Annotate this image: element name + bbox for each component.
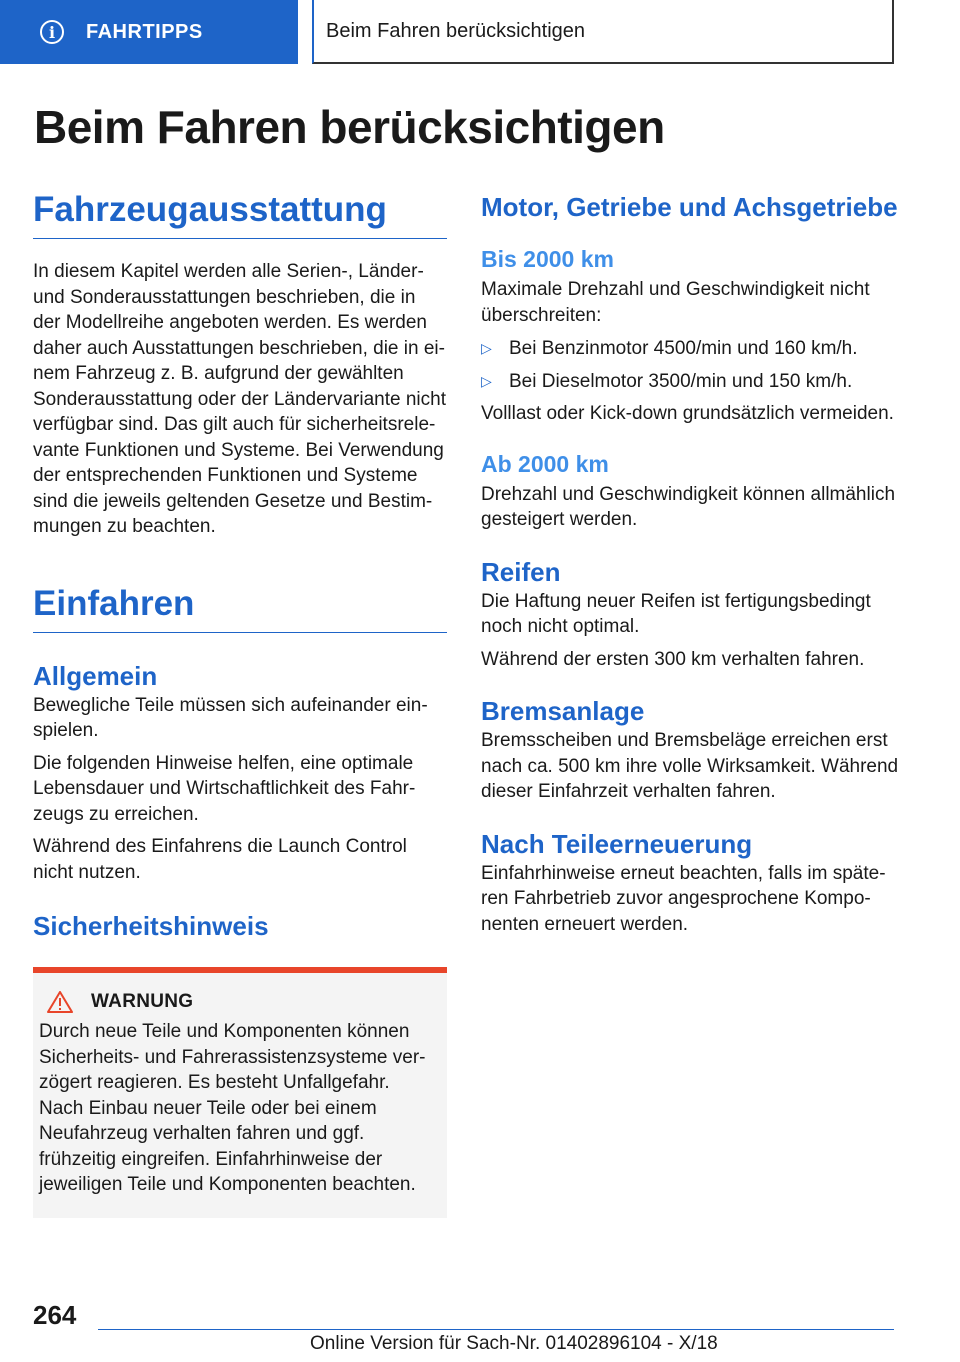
page-title: Beim Fahren berücksichtigen: [34, 101, 665, 153]
allgemein-p1: Bewegliche Teile müssen sich aufeinander einspielen.: [33, 694, 428, 741]
heading-motor-getriebe: Motor, Getriebe und Achsgetriebe: [481, 192, 898, 222]
heading-einfahren: Einfahren: [33, 584, 447, 633]
heading-sicherheitshinweis: Sicherheitshinweis: [33, 911, 269, 941]
heading-bis-2000: Bis 2000 km: [481, 246, 614, 272]
warning-title: WARNUNG: [91, 991, 194, 1012]
bis-text: Maximale Drehzahl und Geschwindigkeit nicht überschreiten:: [481, 279, 870, 326]
right-column: [481, 190, 901, 937]
chapter-label: Beim Fahren berücksichtigen: [326, 19, 586, 42]
warning-box: [33, 967, 447, 1218]
bullet-triangle-icon: ▷: [481, 340, 492, 356]
heading-reifen: Reifen: [481, 556, 561, 587]
heading-bremsanlage: Bremsanlage: [481, 696, 645, 726]
info-icon: i: [40, 20, 64, 44]
chapter-header: [312, 0, 894, 64]
heading-allgemein: Allgemein: [33, 660, 158, 691]
nach-text: Einfahrhinweise erneut beachten, falls im späteren Fahrbetrieb zuvor angesprochene Komponenten erneuert werden.: [481, 862, 886, 935]
list-item: [481, 336, 901, 362]
heading-nach-teileerneuerung: Nach Teileerneuerung: [481, 828, 753, 859]
bullet-text: Bei Benzinmotor 4500/min und 160 km/h.: [509, 338, 858, 359]
left-column: [33, 190, 447, 1218]
fahrzeug-text: In diesem Kapitel werden alle Serien-, Länder- und Sonderausstattungen beschrieben, die in der Modellreihe angeboten werden. Es werden daher auch Ausstattungen beschrieben, die in einem Fahrzeug z. B. aufgrund der gewählten Sonderausstattung oder der Ländervariante nicht verfügbar sind. Das gilt auch für sicherheitsrelevante Funktionen und Systeme. Bei Verwendung der entsprechenden Funktionen und Systeme sind die jeweils geltenden Gesetze und Bestimmungen zu beachten.: [33, 261, 446, 537]
ab-text: Drehzahl und Geschwindigkeit können allmählich gesteigert werden.: [481, 483, 896, 530]
warning-triangle-icon: [47, 991, 73, 1013]
page-number: 264: [33, 1300, 77, 1330]
heading-ab-2000: Ab 2000 km: [481, 450, 609, 477]
heading-fahrzeugausstattung: Fahrzeugausstattung: [33, 190, 447, 239]
list-item: [481, 369, 901, 395]
warning-text: Durch neue Teile und Komponenten können Sicherheits- und Fahrerassistenzsysteme verzögert reagieren. Es besteht Unfallgefahr. Nach Einbau neuer Teile oder bei einem Neufahrzeug verhalten fahren und ggf. frühzeitig eingreifen. Einfahrhinweise der jeweiligen Teile und Komponenten beachten.: [39, 1021, 426, 1195]
bullet-text: Bei Dieselmotor 3500/min und 150 km/h.: [509, 370, 853, 392]
footer-divider: [98, 1329, 894, 1330]
bullet-triangle-icon: ▷: [481, 372, 492, 389]
footer-online-version: Online Version für Sach-Nr. 01402896104 - X/18: [310, 1333, 718, 1354]
allgemein-p3: Während des Einfahrens die Launch Control nicht nutzen.: [33, 836, 407, 883]
reifen-p1: Die Haftung neuer Reifen ist fertigungsbedingt noch nicht optimal.: [481, 590, 871, 637]
warning-header: [47, 991, 437, 1013]
section-tab: [0, 0, 298, 64]
section-label: FAHRTIPPS: [86, 20, 203, 43]
reifen-p2: Während der ersten 300 km verhalten fahren.: [481, 648, 865, 670]
brems-text: Bremsscheiben und Bremsbeläge erreichen erst nach ca. 500 km ihre volle Wirksamkeit. Während dieser Einfahrzeit verhalten fahren.: [481, 730, 899, 802]
allgemein-p2: Die folgenden Hinweise helfen, eine optimale Lebensdauer und Wirtschaftlichkeit des Fahrzeugs zu erreichen.: [33, 752, 416, 825]
volllast-text: Volllast oder Kick-down grundsätzlich vermeiden.: [481, 403, 894, 424]
